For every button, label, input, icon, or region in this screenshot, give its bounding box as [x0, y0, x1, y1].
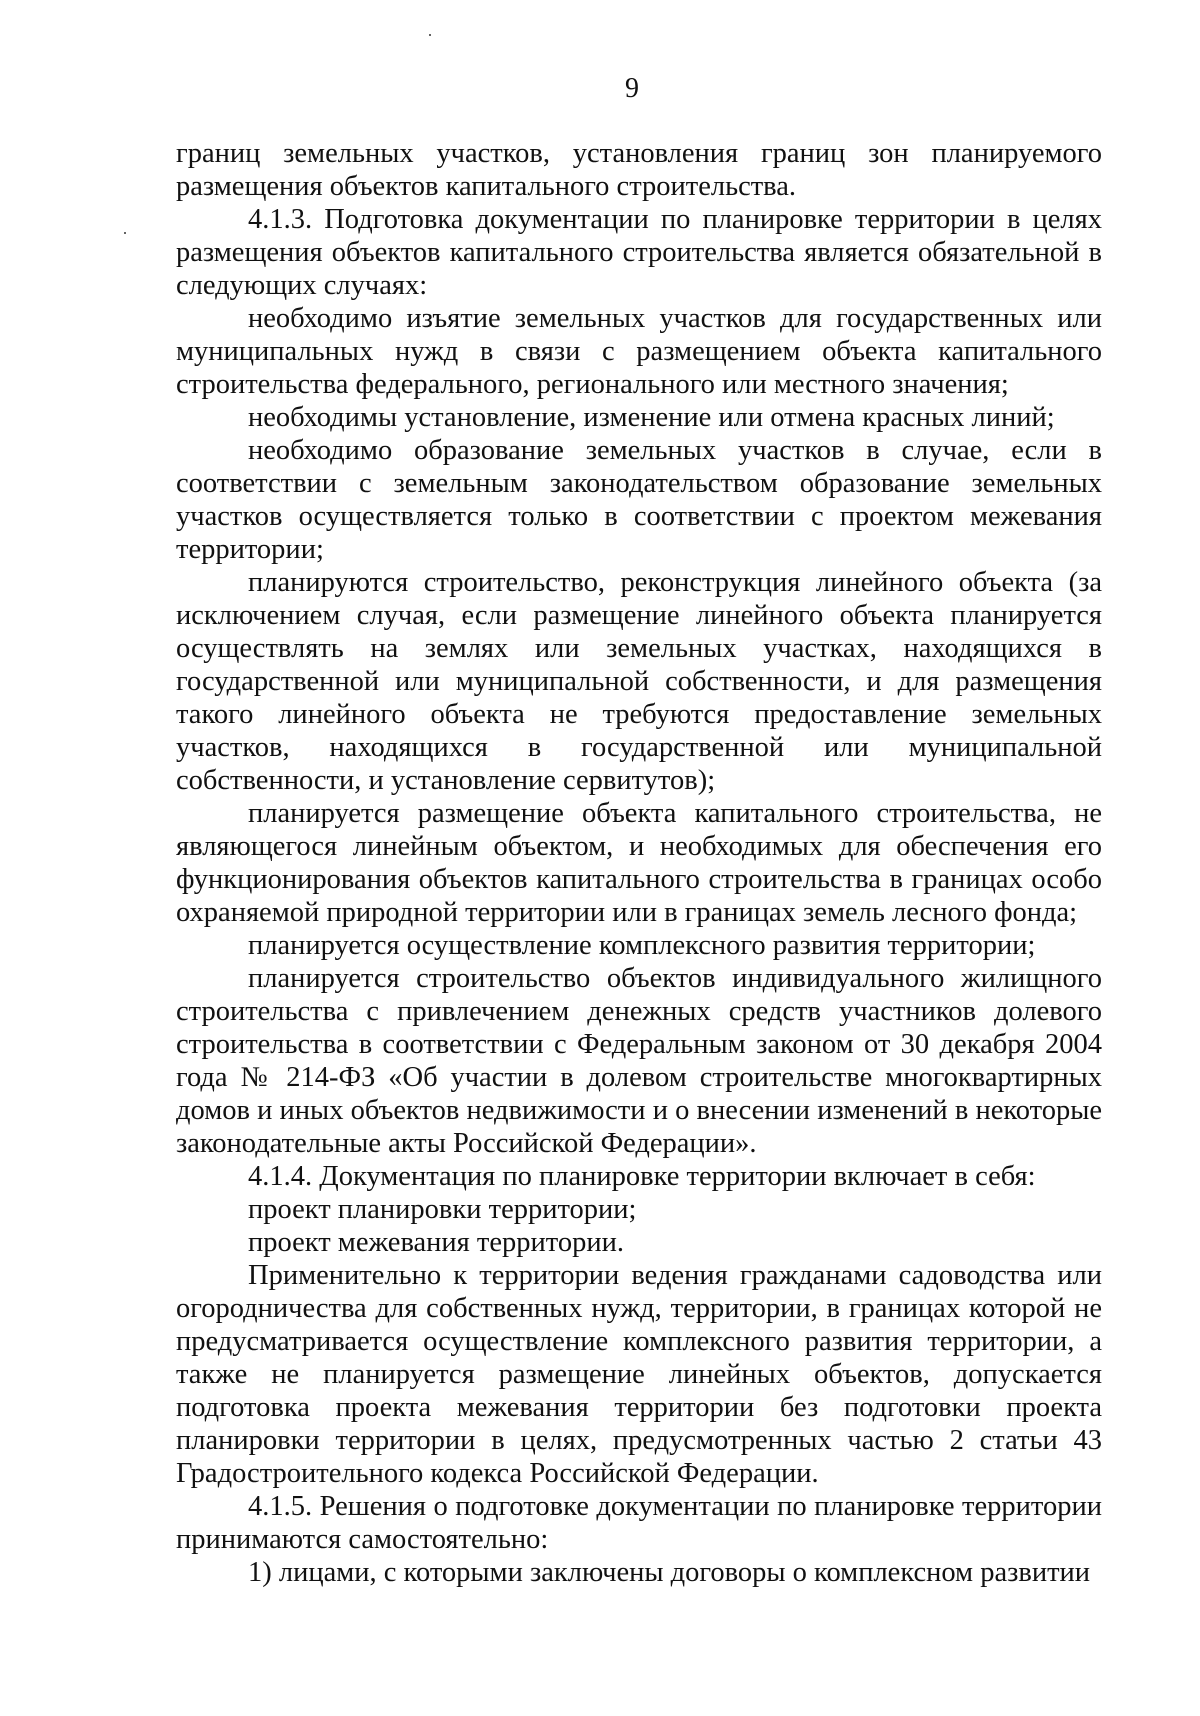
- paragraph: необходимы установление, изменение или отмена красных линий;: [248, 402, 1055, 433]
- paragraph: необходимо образование земельных участков в случае, если в соответствии с земельным законодательством образование земельных участков осуществляется только в соответствии с проектом межевания территории;: [176, 435, 1102, 565]
- paragraph: необходимо изъятие земельных участков для государственных или муниципальных нужд в связи с размещением объекта капитального строительства федерального, регионального или местного значения;: [176, 303, 1102, 400]
- paragraph: 4.1.4. Документация по планировке территории включает в себя:: [248, 1161, 1036, 1192]
- scan-speck: [124, 232, 126, 234]
- paragraph: 1) лицами, с которыми заключены договоры о комплексном развитии: [248, 1557, 1091, 1588]
- paragraph: границ земельных участков, установления границ зон планируемого размещения объектов капитального строительства.: [176, 138, 1102, 202]
- paragraph: планируется осуществление комплексного развития территории;: [248, 930, 1036, 961]
- paragraph: проект межевания территории.: [248, 1227, 624, 1258]
- paragraph: планируются строительство, реконструкция линейного объекта (за исключением случая, если размещение линейного объекта планируется осуществлять на землях или земельных участках, находящихся в государственной или муниципальной собственности, и для размещения такого линейного объекта не требуются предоставление земельных участков, находящихся в государственной или муниципальной собственности, и установление сервитутов);: [176, 567, 1102, 796]
- scan-speck: [429, 34, 431, 36]
- document-body: [176, 137, 1102, 1589]
- paragraph: 4.1.5. Решения о подготовке документации по планировке территории принимаются самостоятельно:: [176, 1491, 1102, 1555]
- page-number: 9: [625, 73, 639, 104]
- paragraph: проект планировки территории;: [248, 1194, 637, 1225]
- paragraph: Применительно к территории ведения гражданами садоводства или огородничества для собственных нужд, территории, в границах которой не предусматривается осуществление комплексного развития территории, а также не планируется размещение линейных объектов, допускается подготовка проекта межевания территории без подготовки проекта планировки территории в целях, предусмотренных частью 2 статьи 43 Градостроительного кодекса Российской Федерации.: [176, 1260, 1102, 1489]
- paragraph: планируется строительство объектов индивидуального жилищного строительства с привлечением денежных средств участников долевого строительства в соответствии с Федеральным законом от 30 декабря 2004 года № 214-ФЗ «Об участии в долевом строительстве многоквартирных домов и иных объектов недвижимости и о внесении изменений в некоторые законодательные акты Российской Федерации».: [176, 963, 1102, 1159]
- paragraph: 4.1.3. Подготовка документации по планировке территории в целях размещения объектов капитального строительства является обязательной в следующих случаях:: [176, 204, 1102, 301]
- paragraph: планируется размещение объекта капитального строительства, не являющегося линейным объектом, и необходимых для обеспечения его функционирования объектов капитального строительства в границах особо охраняемой природной территории или в границах земель лесного фонда;: [176, 798, 1102, 928]
